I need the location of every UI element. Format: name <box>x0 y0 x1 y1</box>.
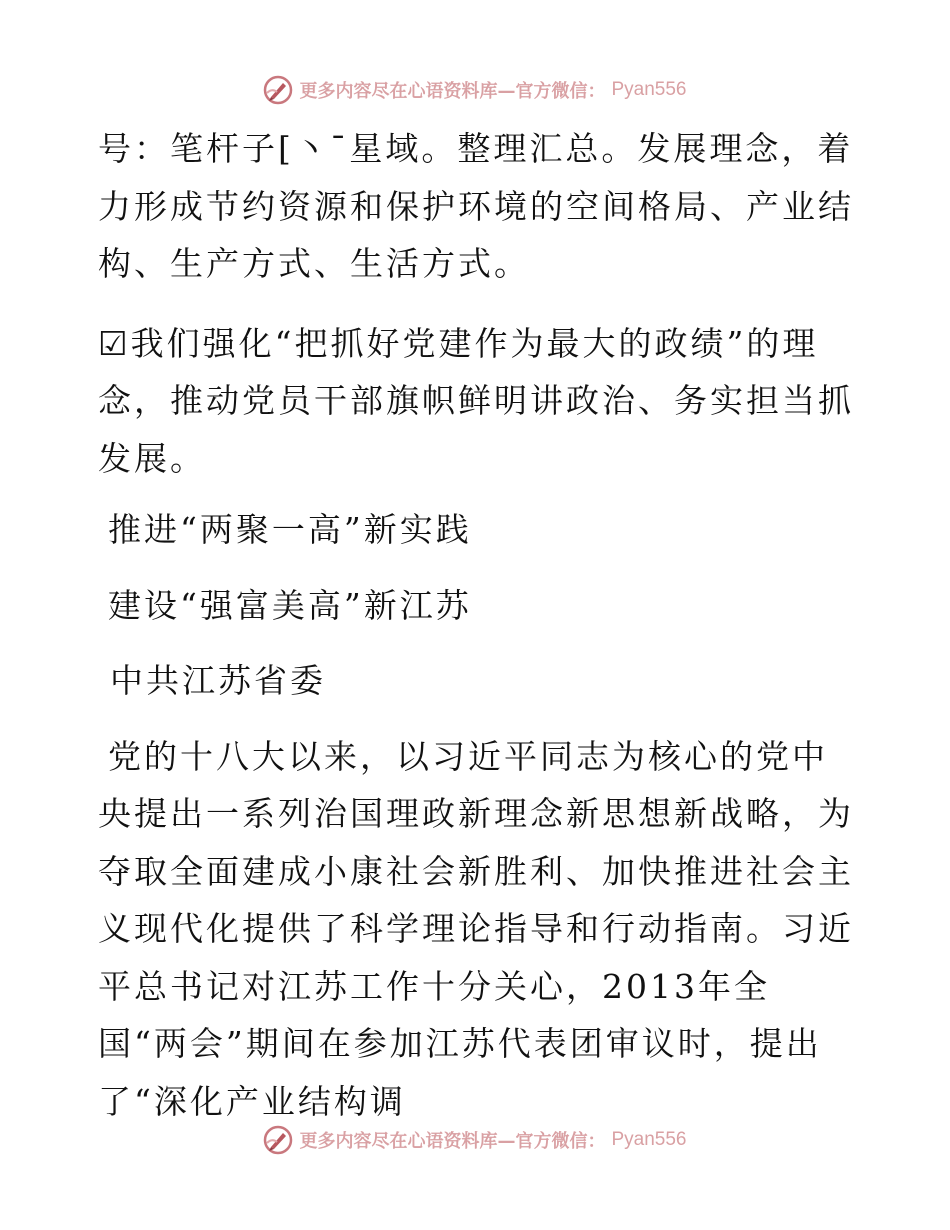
pen-logo-icon <box>263 75 293 105</box>
author-line: 中共江苏省委 <box>110 661 326 700</box>
section-heading: 建设“强富美高”新江苏 <box>108 585 472 625</box>
paragraph: ☑我们强化“把抓好党建作为最大的政绩”的理念，推动党员干部旗帜鲜明讲政治、务实担当抓发展。 <box>98 323 854 478</box>
watermark-text: 更多内容尽在心语资料库—官方微信： <box>299 81 606 102</box>
watermark-footer <box>0 1120 950 1160</box>
paragraph: 号：笔杆子[丶¯星域。整理汇总。发展理念，着力形成节约资源和保护环境的空间格局、产业结构、生产方式、生活方式。 <box>98 129 854 283</box>
paragraph: 党的十八大以来，以习近平同志为核心的党中央提出一系列治国理政新理念新思想新战略，为夺取全面建成小康社会新胜利、加快推进社会主义现代化提供了科学理论指导和行动指南。习近平总书记对江苏工作十分关心，2013年全国“两会”期间在参加江苏代表团审议时，提出了“深化产业结构调 <box>98 736 854 1121</box>
document-body <box>98 120 858 1130</box>
watermark-header <box>0 70 950 110</box>
pen-logo-icon <box>263 1125 293 1155</box>
watermark-wechat-id: Pyan556 <box>611 79 687 100</box>
watermark-wechat-id: Pyan556 <box>611 1129 687 1150</box>
section-heading: 推进“两聚一高”新实践 <box>108 510 472 549</box>
watermark-text: 更多内容尽在心语资料库—官方微信： <box>299 1131 606 1152</box>
